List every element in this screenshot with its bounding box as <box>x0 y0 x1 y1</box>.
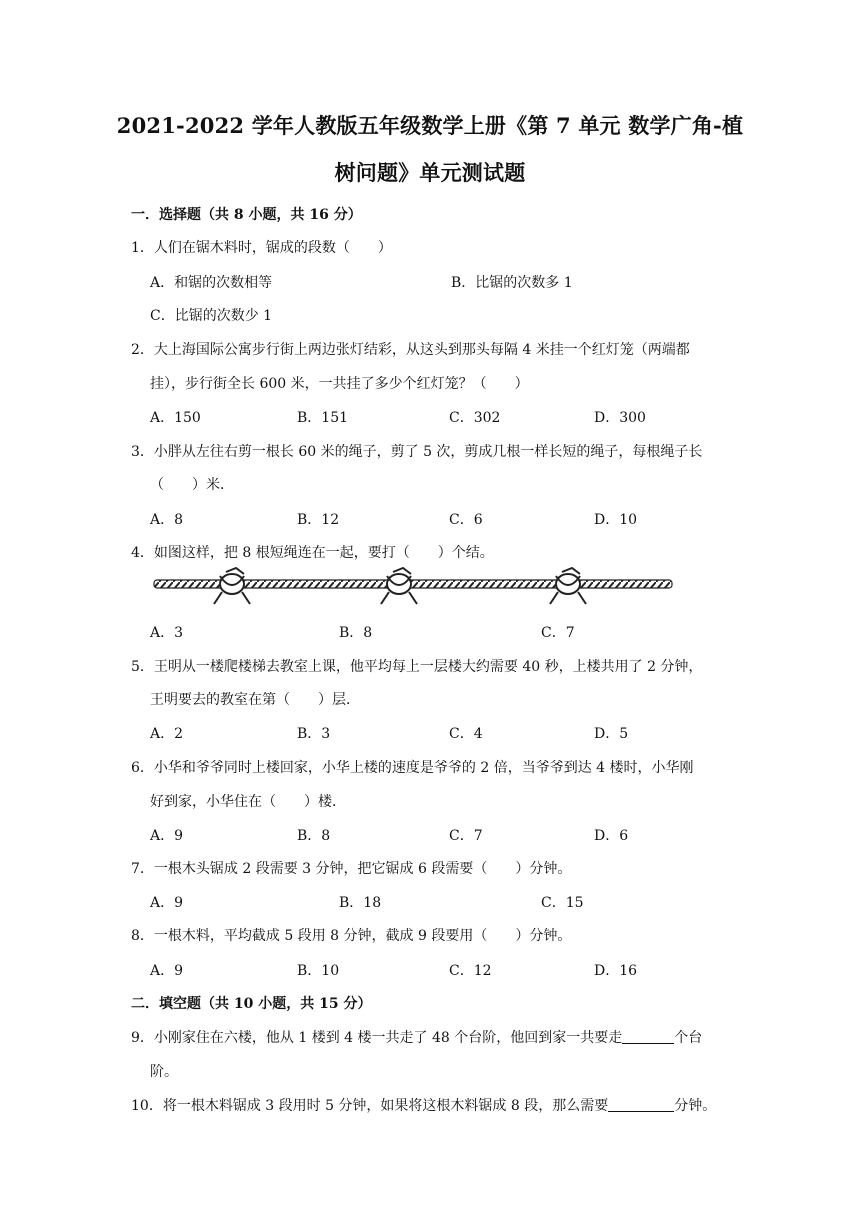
document-title-line-1: 2021-2022 学年人教版五年级数学上册《第 7 单元 数学广角-植 <box>116 113 744 138</box>
section-1-heading: 一．选择题（共 8 小题，共 16 分） <box>131 207 362 223</box>
knot-icon <box>550 568 586 604</box>
question-8-option-d: D．16 <box>594 963 638 979</box>
question-9-text-before: 9．小刚家住在六楼，他从 1 楼到 4 楼一共走了 48 个台阶，他回到家一共要走 <box>131 1030 623 1046</box>
question-10-stem <box>131 1095 716 1115</box>
question-3-option-d: D．10 <box>594 512 638 528</box>
question-9-stem-line-2: 阶。 <box>150 1064 178 1080</box>
question-6-option-c: C．7 <box>449 828 483 844</box>
question-9-answer-blank[interactable] <box>622 1029 674 1044</box>
question-2-option-d: D．300 <box>594 410 646 426</box>
question-1-option-c: C．比锯的次数少 1 <box>150 308 273 324</box>
question-4-option-c: C．7 <box>541 625 575 641</box>
question-6-stem-line-2: 好到家，小华住在（ ）楼． <box>150 794 346 810</box>
question-6-option-b: B．8 <box>297 828 331 844</box>
question-1-stem: 1．人们在锯木料时，锯成的段数（ ） <box>131 240 392 256</box>
question-8-option-a: A．9 <box>150 963 184 979</box>
question-4-option-a: A．3 <box>150 625 184 641</box>
knot-icon <box>214 568 250 604</box>
question-10-text-before: 10．将一根木料锯成 3 段用时 5 分钟，如果将这根木料锯成 8 段，那么需要 <box>131 1098 609 1114</box>
question-7-stem: 7．一根木头锯成 2 段需要 3 分钟，把它锯成 6 段需要（ ）分钟。 <box>131 861 572 877</box>
question-8-stem: 8．一根木料，平均截成 5 段用 8 分钟，截成 9 段要用（ ）分钟。 <box>131 928 572 944</box>
question-6-stem-line-1: 6．小华和爷爷同时上楼回家，小华上楼的速度是爷爷的 2 倍，当爷爷到达 4 楼时，小华刚 <box>131 760 694 776</box>
question-3-option-a: A．8 <box>150 512 184 528</box>
question-7-option-a: A．9 <box>150 895 184 911</box>
question-5-option-b: B．3 <box>297 726 331 742</box>
question-7-option-b: B．18 <box>339 895 382 911</box>
question-7-option-c: C．15 <box>541 895 584 911</box>
question-5-option-d: D．5 <box>594 726 629 742</box>
question-9-text-after: 个台 <box>674 1030 703 1046</box>
section-2-heading: 二．填空题（共 10 小题，共 15 分） <box>131 996 372 1012</box>
question-2-stem-line-1: 2．大上海国际公寓步行街上两边张灯结彩，从这头到那头每隔 4 米挂一个红灯笼（两端都 <box>131 342 690 358</box>
question-6-option-d: D．6 <box>594 828 629 844</box>
question-4-option-b: B．8 <box>339 625 373 641</box>
question-1-option-a: A．和锯的次数相等 <box>150 275 273 291</box>
question-3-stem-line-2: （ ）米． <box>150 477 234 493</box>
question-2-option-c: C．302 <box>449 410 501 426</box>
question-5-stem-line-1: 5．王明从一楼爬楼梯去教室上课，他平均每上一层楼大约需要 40 秒，上楼共用了 2 分钟， <box>131 659 703 675</box>
question-5-stem-line-2: 王明要去的教室在第（ ）层． <box>150 692 360 708</box>
question-4-stem: 4．如图这样，把 8 根短绳连在一起，要打（ ）个结。 <box>131 545 494 561</box>
question-2-option-a: A．150 <box>150 410 201 426</box>
question-8-option-c: C．12 <box>449 963 492 979</box>
question-10-text-after: 分钟。 <box>674 1098 717 1114</box>
question-10-answer-blank[interactable] <box>608 1097 674 1112</box>
question-6-option-a: A．9 <box>150 828 184 844</box>
question-1-option-b: B．比锯的次数多 1 <box>451 275 573 291</box>
document-title-line-2: 树问题》单元测试题 <box>334 160 526 185</box>
question-2-option-b: B．151 <box>297 410 349 426</box>
question-9-stem-line-1 <box>131 1027 702 1047</box>
knot-icon <box>381 568 417 604</box>
question-8-option-b: B．10 <box>297 963 340 979</box>
question-5-option-c: C．4 <box>449 726 483 742</box>
question-2-stem-line-2: 挂），步行街全长 600 米，一共挂了多少个红灯笼？（ ） <box>150 376 529 392</box>
question-3-option-b: B．12 <box>297 512 340 528</box>
question-3-stem-line-1: 3．小胖从左往右剪一根长 60 米的绳子，剪了 5 次，剪成几根一样长短的绳子，每根绳子长 <box>131 444 703 460</box>
question-3-option-c: C．6 <box>449 512 483 528</box>
question-5-option-a: A．2 <box>150 726 184 742</box>
knotted-rope-figure <box>152 566 674 612</box>
